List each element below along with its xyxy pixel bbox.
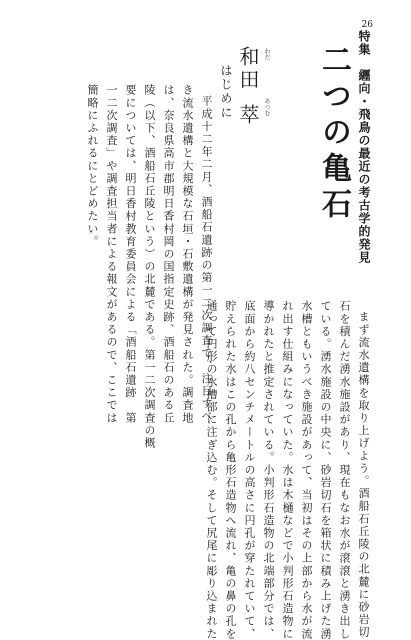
body-column: 平成十二年二月、酒船石遺跡の第一二次調査で、注目すべ xyxy=(200,95,213,423)
series-label: 特集 纒向・飛鳥の最近の考古学的発見 xyxy=(357,30,371,264)
author-name-family: 和田 xyxy=(236,46,260,92)
body-column: 石を積んだ湧水施設があり、現在もなお水が滾滾と湧き出し xyxy=(338,300,351,640)
page-number: 26 xyxy=(361,20,373,30)
body-column: 陵（以下、酒船石丘陵という）の北麓である。第一二次調査の概 xyxy=(143,84,156,450)
body-column: き流水遺構と大規模な石垣・石敷遺構が発見された。調査地 xyxy=(181,84,194,425)
body-column: 通って円形の水槽部に注ぎ込む。そして尻尾に彫り込まれた xyxy=(205,300,218,640)
body-column: れ出す仕組みになっていた。水は木樋などで小判形石造物に xyxy=(281,300,294,640)
body-column: 水槽ともいうべき施設があって、当初はその上部から水が流 xyxy=(300,300,313,640)
author-name-given: 萃 xyxy=(236,104,260,124)
body-column: 導かれたと推定されている。小判形石造物の北端部分では、 xyxy=(262,300,275,640)
body-column: 一二次調査」や調査担当者による報文があるので、ここでは xyxy=(105,84,118,425)
body-column: 簡略にふれるにとどめたい。 xyxy=(86,84,99,248)
body-column: 底面から約八センチメートルの高さに円孔が穿たれていて、 xyxy=(243,300,256,640)
section-heading: はじめに xyxy=(219,64,233,120)
body-column: まず流水遺構を取り上げよう。酒船石丘陵の北麓に砂岩切 xyxy=(357,311,370,639)
body-column: 貯えられた水はこの孔から亀形石造物へ流れ、亀の鼻の孔を xyxy=(224,300,237,640)
body-column: ている。湧水施設の中央に、砂岩切石を箱状に積み上げた湧 xyxy=(319,300,332,640)
author-ruby-family: わだ xyxy=(263,48,270,60)
body-column: 要については、明日香村教育委員会による「酒船石遺跡 第 xyxy=(124,84,137,425)
article-title: 二つの亀石 xyxy=(316,44,351,224)
author-ruby-given: あつむ xyxy=(263,98,270,116)
body-block-intro xyxy=(71,84,216,450)
body-block-main xyxy=(23,300,373,640)
body-column: は、奈良県高市郡明日香村岡の国指定史跡、酒船石のある丘 xyxy=(162,84,175,425)
